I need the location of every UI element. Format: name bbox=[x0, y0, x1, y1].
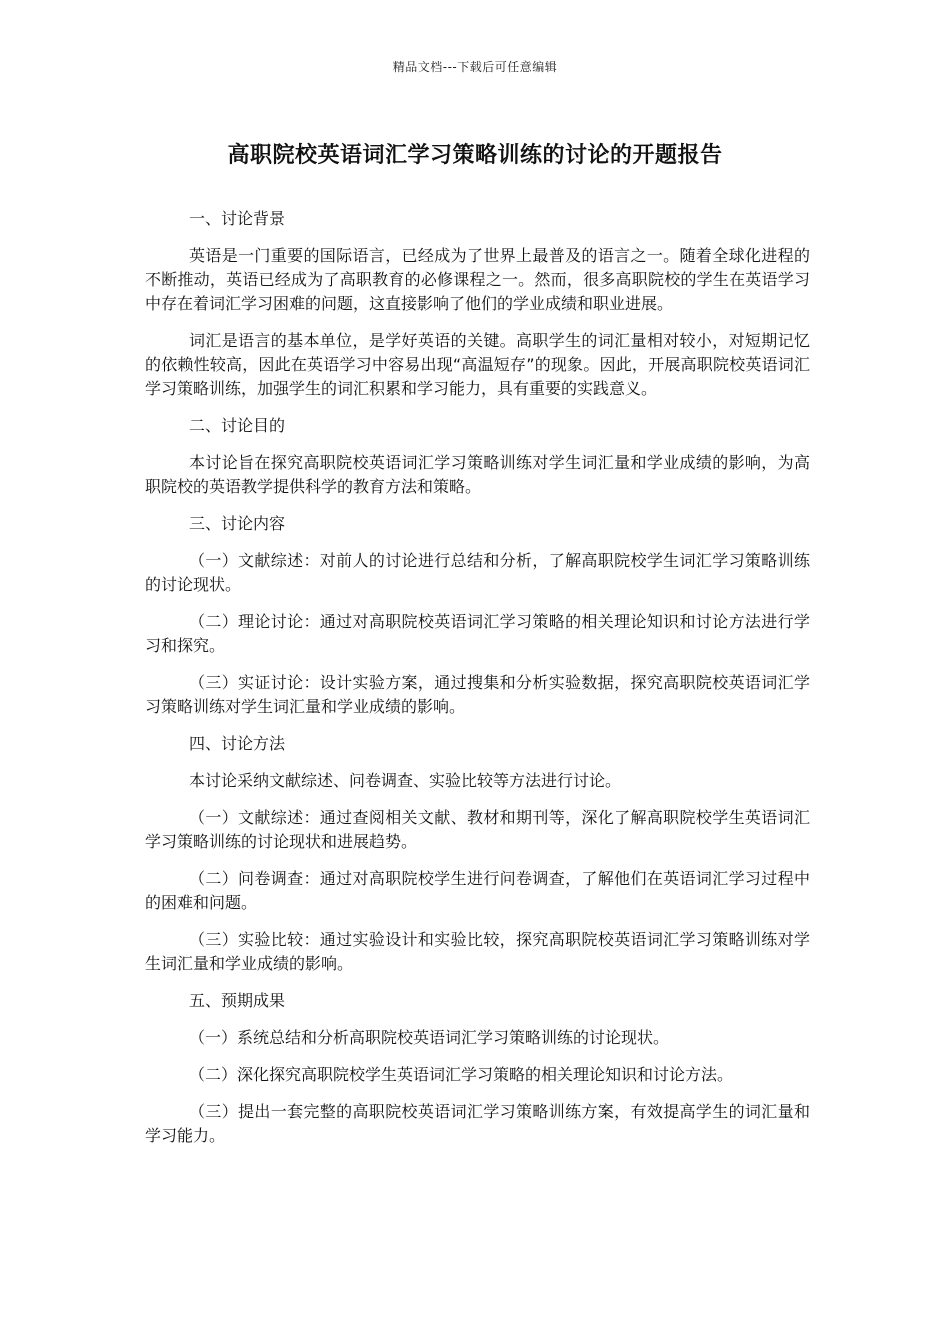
section-heading-methods: 四、讨论方法 bbox=[189, 734, 286, 753]
methods-paragraph: 本讨论采纳文献综述、问卷调查、实验比较等方法进行讨论。 bbox=[189, 771, 622, 790]
section-heading-content: 三、讨论内容 bbox=[189, 514, 286, 533]
page-header-note: 精品文档---下载后可任意编辑 bbox=[392, 60, 558, 74]
background-paragraph-2: 词汇是语言的基本单位，是学好英语的关键。高职学生的词汇量相对较小，对短期记忆的依赖性较高，因此在英语学习中容易出现“高温短存”的现象。因此，开展高职院校英语词汇学习策略训练，加强学生的词汇积累和学习能力，具有重要的实践意义。 bbox=[145, 331, 810, 398]
outcomes-item-3: （三）提出一套完整的高职院校英语词汇学习策略训练方案，有效提高学生的词汇量和学习能力。 bbox=[145, 1102, 810, 1145]
content-item-1: （一）文献综述：对前人的讨论进行总结和分析，了解高职院校学生词汇学习策略训练的讨论现状。 bbox=[145, 551, 810, 594]
outcomes-item-1: （一）系统总结和分析高职院校英语词汇学习策略训练的讨论现状。 bbox=[189, 1028, 670, 1047]
document-title: 高职院校英语词汇学习策略训练的讨论的开题报告 bbox=[227, 143, 723, 168]
background-paragraph-1: 英语是一门重要的国际语言，已经成为了世界上最普及的语言之一。随着全球化进程的不断推动，英语已经成为了高职教育的必修课程之一。然而，很多高职院校的学生在英语学习中存在着词汇学习困难的问题，这直接影响了他们的学业成绩和职业进展。 bbox=[145, 246, 810, 313]
document-body bbox=[145, 207, 810, 1161]
section-heading-background: 一、讨论背景 bbox=[189, 209, 286, 228]
purpose-paragraph: 本讨论旨在探究高职院校英语词汇学习策略训练对学生词汇量和学业成绩的影响，为高职院校的英语教学提供科学的教育方法和策略。 bbox=[145, 453, 810, 496]
methods-item-1: （一）文献综述：通过查阅相关文献、教材和期刊等，深化了解高职院校学生英语词汇学习策略训练的讨论现状和进展趋势。 bbox=[145, 808, 810, 851]
section-heading-purpose: 二、讨论目的 bbox=[189, 416, 286, 435]
content-item-2: （二）理论讨论：通过对高职院校英语词汇学习策略的相关理论知识和讨论方法进行学习和探究。 bbox=[145, 612, 810, 655]
methods-item-2: （二）问卷调查：通过对高职院校学生进行问卷调查，了解他们在英语词汇学习过程中的困难和问题。 bbox=[145, 869, 810, 912]
content-item-3: （三）实证讨论：设计实验方案，通过搜集和分析实验数据，探究高职院校英语词汇学习策略训练对学生词汇量和学业成绩的影响。 bbox=[145, 673, 810, 716]
section-heading-outcomes: 五、预期成果 bbox=[189, 991, 286, 1010]
methods-item-3: （三）实验比较：通过实验设计和实验比较，探究高职院校英语词汇学习策略训练对学生词汇量和学业成绩的影响。 bbox=[145, 930, 810, 973]
outcomes-item-2: （二）深化探究高职院校学生英语词汇学习策略的相关理论知识和讨论方法。 bbox=[189, 1065, 734, 1084]
